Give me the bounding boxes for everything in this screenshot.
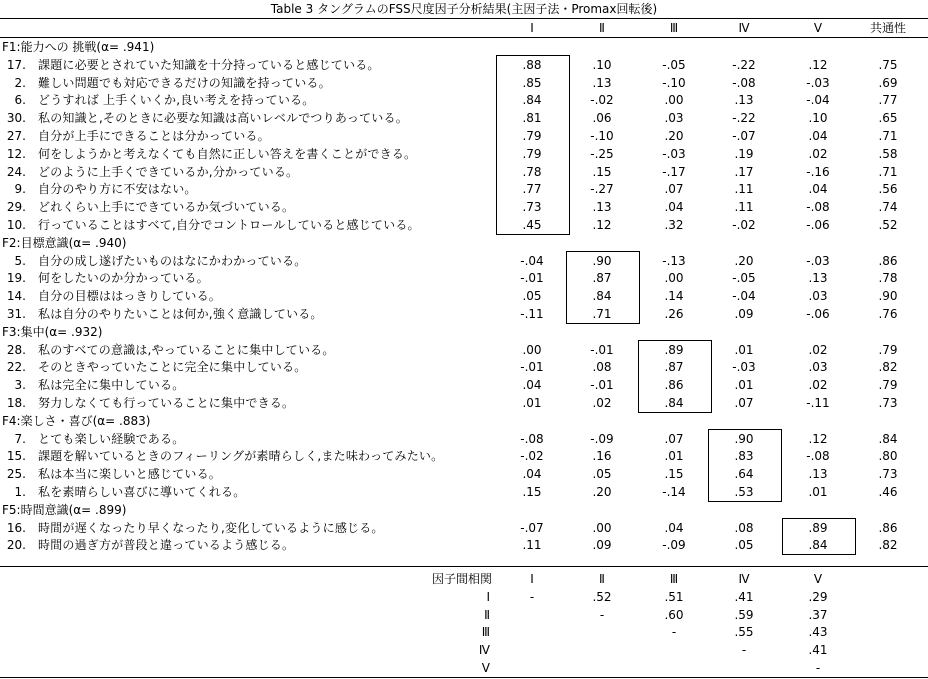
correlation-value (577, 641, 627, 659)
loading-value: .64 (734, 467, 754, 482)
loading-value: -.27 (590, 182, 614, 197)
loading-value: .89 (808, 520, 828, 535)
loading-value: -.22 (732, 111, 756, 126)
loading-value: -.04 (520, 253, 544, 268)
loading-value: -.10 (662, 75, 686, 90)
loading-value: -.08 (806, 200, 830, 215)
loading-value: -.01 (590, 378, 614, 393)
loading-value: -.10 (590, 129, 614, 143)
loading-value: -.08 (732, 75, 756, 90)
correlation-value: - (529, 589, 535, 604)
loading-value: -.02 (590, 93, 614, 108)
correlation-value (507, 606, 557, 624)
loading-value: .09 (734, 307, 754, 321)
loading-value: -.01 (520, 271, 544, 286)
item-text: 何をしようかと考えなくても自然に正しい答えを書くことができる。 (38, 146, 417, 161)
loading-value: .89 (664, 342, 684, 357)
loading-value: -.13 (662, 253, 686, 268)
loading-value: .04 (522, 378, 542, 393)
loading-value: .15 (592, 164, 612, 179)
item-number: 6. (14, 93, 26, 108)
loading-value: .88 (522, 57, 542, 72)
factor-label: F1:能力への 挑戦(α= .941) (2, 40, 155, 54)
section-divider (0, 566, 928, 567)
loading-value: .78 (878, 271, 898, 286)
loading-value: -.07 (732, 129, 756, 143)
loading-value: .06 (592, 111, 612, 126)
correlation-row-label: Ⅳ (478, 643, 490, 658)
loading-value: .79 (522, 146, 542, 161)
correlation-value: .60 (664, 607, 684, 622)
loading-value: .75 (878, 57, 898, 72)
loading-value: .03 (664, 111, 684, 126)
item-text: 私は自分のやりたいことは何か,強く意識している。 (38, 307, 323, 321)
item-text: 努力しなくても行っていることに集中できる。 (38, 396, 295, 410)
loading-value: .01 (734, 378, 754, 393)
column-header: Ⅳ (738, 21, 750, 35)
correlation-value: .41 (808, 643, 828, 658)
loading-value: .07 (734, 396, 754, 410)
item-number: 17. (6, 57, 26, 72)
item-number: 24. (6, 164, 26, 179)
correlation-value (507, 623, 557, 641)
loading-value: .12 (592, 218, 612, 232)
loading-value: .04 (522, 467, 542, 482)
loading-value: .77 (878, 93, 898, 108)
loading-value: .10 (808, 111, 828, 126)
loading-value: .13 (808, 271, 828, 286)
correlation-value: .51 (664, 589, 684, 604)
correlation-value: .55 (734, 625, 754, 640)
loading-value: -.17 (662, 164, 686, 179)
loading-value: .80 (878, 449, 898, 464)
loading-value: .45 (522, 218, 542, 232)
loading-value: .00 (664, 93, 684, 108)
primary-loading-box (708, 429, 782, 502)
item-number: 2. (14, 75, 26, 90)
correlation-value: - (815, 661, 821, 675)
loading-value: .13 (592, 200, 612, 215)
loading-value: -.05 (662, 57, 686, 72)
loading-value: .90 (734, 431, 754, 446)
correlation-value: .59 (734, 607, 754, 622)
loading-value: .12 (808, 57, 828, 72)
item-text: 私は本当に楽しいと感じている。 (38, 467, 222, 482)
loading-value: .05 (734, 538, 754, 553)
column-header: Ⅴ (813, 21, 823, 35)
loading-value: -.07 (520, 520, 544, 535)
loading-value: .26 (664, 307, 684, 321)
loading-value: .86 (664, 378, 684, 393)
loading-value: .20 (664, 129, 684, 143)
correlation-value (577, 659, 627, 677)
loading-value: .11 (522, 538, 542, 553)
loading-value: -.14 (662, 485, 686, 499)
loading-value: .08 (734, 520, 754, 535)
loading-value: -.05 (732, 271, 756, 286)
correlation-row-label: Ⅲ (481, 625, 490, 640)
correlation-value (649, 641, 699, 659)
loading-value: .81 (522, 111, 542, 126)
loading-value: .13 (592, 75, 612, 90)
loading-value: .73 (522, 200, 542, 215)
loading-value: .78 (522, 164, 542, 179)
item-text: 課題を解いているときのフィーリングが素晴らしく,また味わってみたい。 (38, 449, 444, 464)
item-number: 1. (14, 485, 26, 499)
loading-value: .84 (522, 93, 542, 108)
loading-value: .02 (808, 378, 828, 393)
loading-value: .01 (664, 449, 684, 464)
loading-value: .16 (592, 449, 612, 464)
loading-value: .17 (734, 164, 754, 179)
loading-value: -.03 (732, 360, 756, 375)
loading-value: .79 (878, 378, 898, 393)
loading-value: .15 (522, 485, 542, 499)
item-text: 私を素晴らしい喜びに導いてくれる。 (38, 485, 246, 499)
loading-value: .04 (808, 129, 828, 143)
correlation-value (507, 641, 557, 659)
item-text: 時間の過ぎ方が普段と違っているよう感じる。 (38, 538, 295, 553)
item-text: 課題に必要とされていた知識を十分持っていると感じている。 (38, 57, 380, 72)
loading-value: .84 (664, 396, 684, 410)
loading-value: -.08 (806, 449, 830, 464)
loading-value: .20 (734, 253, 754, 268)
loading-value: .87 (592, 271, 612, 286)
correlation-header: Ⅴ (813, 572, 823, 586)
item-text: 自分のやり方に不安はない。 (38, 182, 197, 197)
loading-value: .01 (808, 485, 828, 499)
loading-value: -.06 (806, 307, 830, 321)
loading-value: .52 (878, 218, 898, 232)
loading-value: .05 (592, 467, 612, 482)
correlation-header: Ⅲ (669, 572, 679, 586)
item-text: 私は完全に集中している。 (38, 378, 185, 393)
loading-value: -.01 (520, 360, 544, 375)
item-number: 31. (6, 307, 26, 321)
loading-value: .05 (522, 289, 542, 304)
item-text: 自分が上手にできることは分かっている。 (38, 129, 270, 143)
correlation-value (577, 623, 627, 641)
loading-value: .65 (878, 111, 898, 126)
loading-value: -.01 (590, 342, 614, 357)
item-number: 3. (14, 378, 26, 393)
loading-value: .56 (878, 182, 898, 197)
loading-value: -.11 (520, 307, 544, 321)
loading-value: -.16 (806, 164, 830, 179)
correlation-row-label: Ⅱ (484, 607, 490, 622)
item-number: 18. (6, 396, 26, 410)
loading-value: .19 (734, 146, 754, 161)
loading-value: .08 (592, 360, 612, 375)
correlation-title: 因子間相関 (431, 572, 492, 586)
item-number: 29. (6, 200, 26, 215)
correlation-value: .52 (592, 589, 612, 604)
loading-value: -.06 (806, 218, 830, 232)
item-text: 私の知識と,そのときに必要な知識は高いレベルでつりあっている。 (38, 111, 408, 126)
loading-value: .32 (664, 218, 684, 232)
loading-value: .04 (664, 520, 684, 535)
loading-value: .90 (592, 253, 612, 268)
column-header: Ⅰ (530, 21, 534, 35)
item-number: 28. (6, 342, 26, 357)
item-text: 難しい問題でも対応できるだけの知識を持っている。 (38, 75, 331, 90)
loading-value: .71 (878, 129, 898, 143)
loading-value: .79 (878, 342, 898, 357)
correlation-row-label: Ⅰ (486, 589, 490, 604)
loading-value: .10 (592, 57, 612, 72)
item-text: そのときやっていたことに完全に集中している。 (38, 360, 307, 375)
correlation-value: - (741, 643, 747, 658)
loading-value: -.11 (806, 396, 830, 410)
loading-value: .87 (664, 360, 684, 375)
loading-value: .53 (734, 485, 754, 499)
item-number: 30. (6, 111, 26, 126)
loading-value: -.09 (590, 431, 614, 446)
correlation-value: .43 (808, 625, 828, 640)
loading-value: .04 (664, 200, 684, 215)
correlation-value: .41 (734, 589, 754, 604)
loading-value: .46 (878, 485, 898, 499)
loading-value: -.25 (590, 146, 614, 161)
loading-value: .11 (734, 182, 754, 197)
loading-value: -.08 (520, 431, 544, 446)
loading-value: -.02 (732, 218, 756, 232)
loading-value: .86 (878, 253, 898, 268)
loading-value: .07 (664, 431, 684, 446)
item-number: 10. (6, 218, 26, 232)
item-text: どれくらい上手にできているか気づいている。 (38, 200, 295, 215)
loading-value: .73 (878, 396, 898, 410)
item-number: 5. (14, 253, 26, 268)
loading-value: .76 (878, 307, 898, 321)
correlation-header: Ⅱ (599, 572, 605, 586)
item-text: とても楽しい経験である。 (38, 431, 185, 446)
loading-value: -.03 (662, 146, 686, 161)
loading-value: .02 (592, 396, 612, 410)
loading-value: .84 (592, 289, 612, 304)
loading-value: .69 (878, 75, 898, 90)
loading-value: .74 (878, 200, 898, 215)
correlation-value: .29 (808, 589, 828, 604)
loading-value: .83 (734, 449, 754, 464)
item-number: 9. (14, 182, 26, 197)
loading-value: .20 (592, 485, 612, 499)
item-text: 私のすべての意識は,やっていることに集中している。 (38, 342, 335, 357)
column-header: Ⅱ (599, 21, 605, 35)
loading-value: .00 (522, 342, 542, 357)
item-number: 27. (6, 129, 26, 143)
loading-value: .13 (734, 93, 754, 108)
loading-value: .03 (808, 360, 828, 375)
factor-label: F5:時間意識(α= .899) (2, 502, 127, 517)
item-number: 20. (6, 538, 26, 553)
correlation-row-label: Ⅴ (481, 661, 490, 675)
loading-value: .01 (734, 342, 754, 357)
primary-loading-box (782, 518, 856, 556)
loading-value: .77 (522, 182, 542, 197)
factor-label: F3:集中(α= .932) (2, 324, 103, 339)
item-text: 自分の目標ははっきりしている。 (38, 289, 222, 304)
correlation-header: Ⅳ (738, 572, 750, 586)
loading-value: -.04 (806, 93, 830, 108)
loading-value: .00 (592, 520, 612, 535)
loading-value: -.22 (732, 57, 756, 72)
loading-value: .12 (808, 431, 828, 446)
loading-value: .14 (664, 289, 684, 304)
correlation-value: .37 (808, 607, 828, 622)
loading-value: .15 (664, 467, 684, 482)
factor-label: F4:楽しさ・喜び(α= .883) (2, 413, 151, 428)
table-caption: Table 3 タングラムのFSS尺度因子分析結果(主因子法・Promax回転後) (0, 1, 928, 19)
item-text: 時間が遅くなったり早くなったり,変化しているように感じる。 (38, 520, 384, 535)
loading-value: .82 (878, 360, 898, 375)
loading-value: -.02 (520, 449, 544, 464)
factor-label: F2:目標意識(α= .940) (2, 235, 127, 250)
loading-value: .79 (522, 129, 542, 143)
item-number: 22. (6, 360, 26, 375)
loading-value: .84 (808, 538, 828, 553)
loading-value: -.03 (806, 253, 830, 268)
item-text: 自分の成し遂げたいものはなにかわかっている。 (38, 253, 307, 268)
loading-value: .00 (664, 271, 684, 286)
loading-value: .73 (878, 467, 898, 482)
correlation-value: - (671, 625, 677, 640)
column-header-row (0, 19, 928, 38)
item-number: 14. (6, 289, 26, 304)
primary-loading-box (496, 55, 570, 235)
loading-value: .11 (734, 200, 754, 215)
correlation-value: - (599, 607, 605, 622)
correlation-value (649, 659, 699, 677)
item-number: 7. (14, 431, 26, 446)
loading-value: .02 (808, 146, 828, 161)
loading-value: -.03 (806, 75, 830, 90)
item-number: 16. (6, 520, 26, 535)
loading-value: .90 (878, 289, 898, 304)
loading-value: -.04 (732, 289, 756, 304)
primary-loading-box (638, 340, 712, 413)
loading-value: .86 (878, 520, 898, 535)
correlation-header: Ⅰ (530, 572, 534, 586)
item-number: 25. (6, 467, 26, 482)
loading-value: -.09 (662, 538, 686, 553)
loading-value: .71 (592, 307, 612, 321)
column-header: 共通性 (869, 21, 906, 35)
loading-value: .04 (808, 182, 828, 197)
loading-value: .02 (808, 342, 828, 357)
item-number: 19. (6, 271, 26, 286)
item-text: どうすれば 上手くいくか,良い考えを持っている。 (38, 93, 315, 108)
correlation-value (719, 659, 769, 677)
item-text: どのように上手くできているか,分かっている。 (38, 164, 299, 179)
item-text: 何をしたいのか分かっている。 (38, 271, 209, 286)
table-bottom-rule (0, 677, 928, 678)
item-number: 12. (6, 146, 26, 161)
loading-value: .07 (664, 182, 684, 197)
loading-value: .03 (808, 289, 828, 304)
loading-value: .13 (808, 467, 828, 482)
item-number: 15. (6, 449, 26, 464)
loading-value: .71 (878, 164, 898, 179)
loading-value: .58 (878, 146, 898, 161)
item-text: 行っていることはすべて,自分でコントロールしていると感じている。 (38, 218, 420, 232)
loading-value: .01 (522, 396, 542, 410)
correlation-value (507, 659, 557, 677)
loading-value: .85 (522, 75, 542, 90)
primary-loading-box (566, 251, 640, 324)
loading-value: .82 (878, 538, 898, 553)
column-header: Ⅲ (669, 21, 679, 35)
loading-value: .84 (878, 431, 898, 446)
loading-value: .09 (592, 538, 612, 553)
